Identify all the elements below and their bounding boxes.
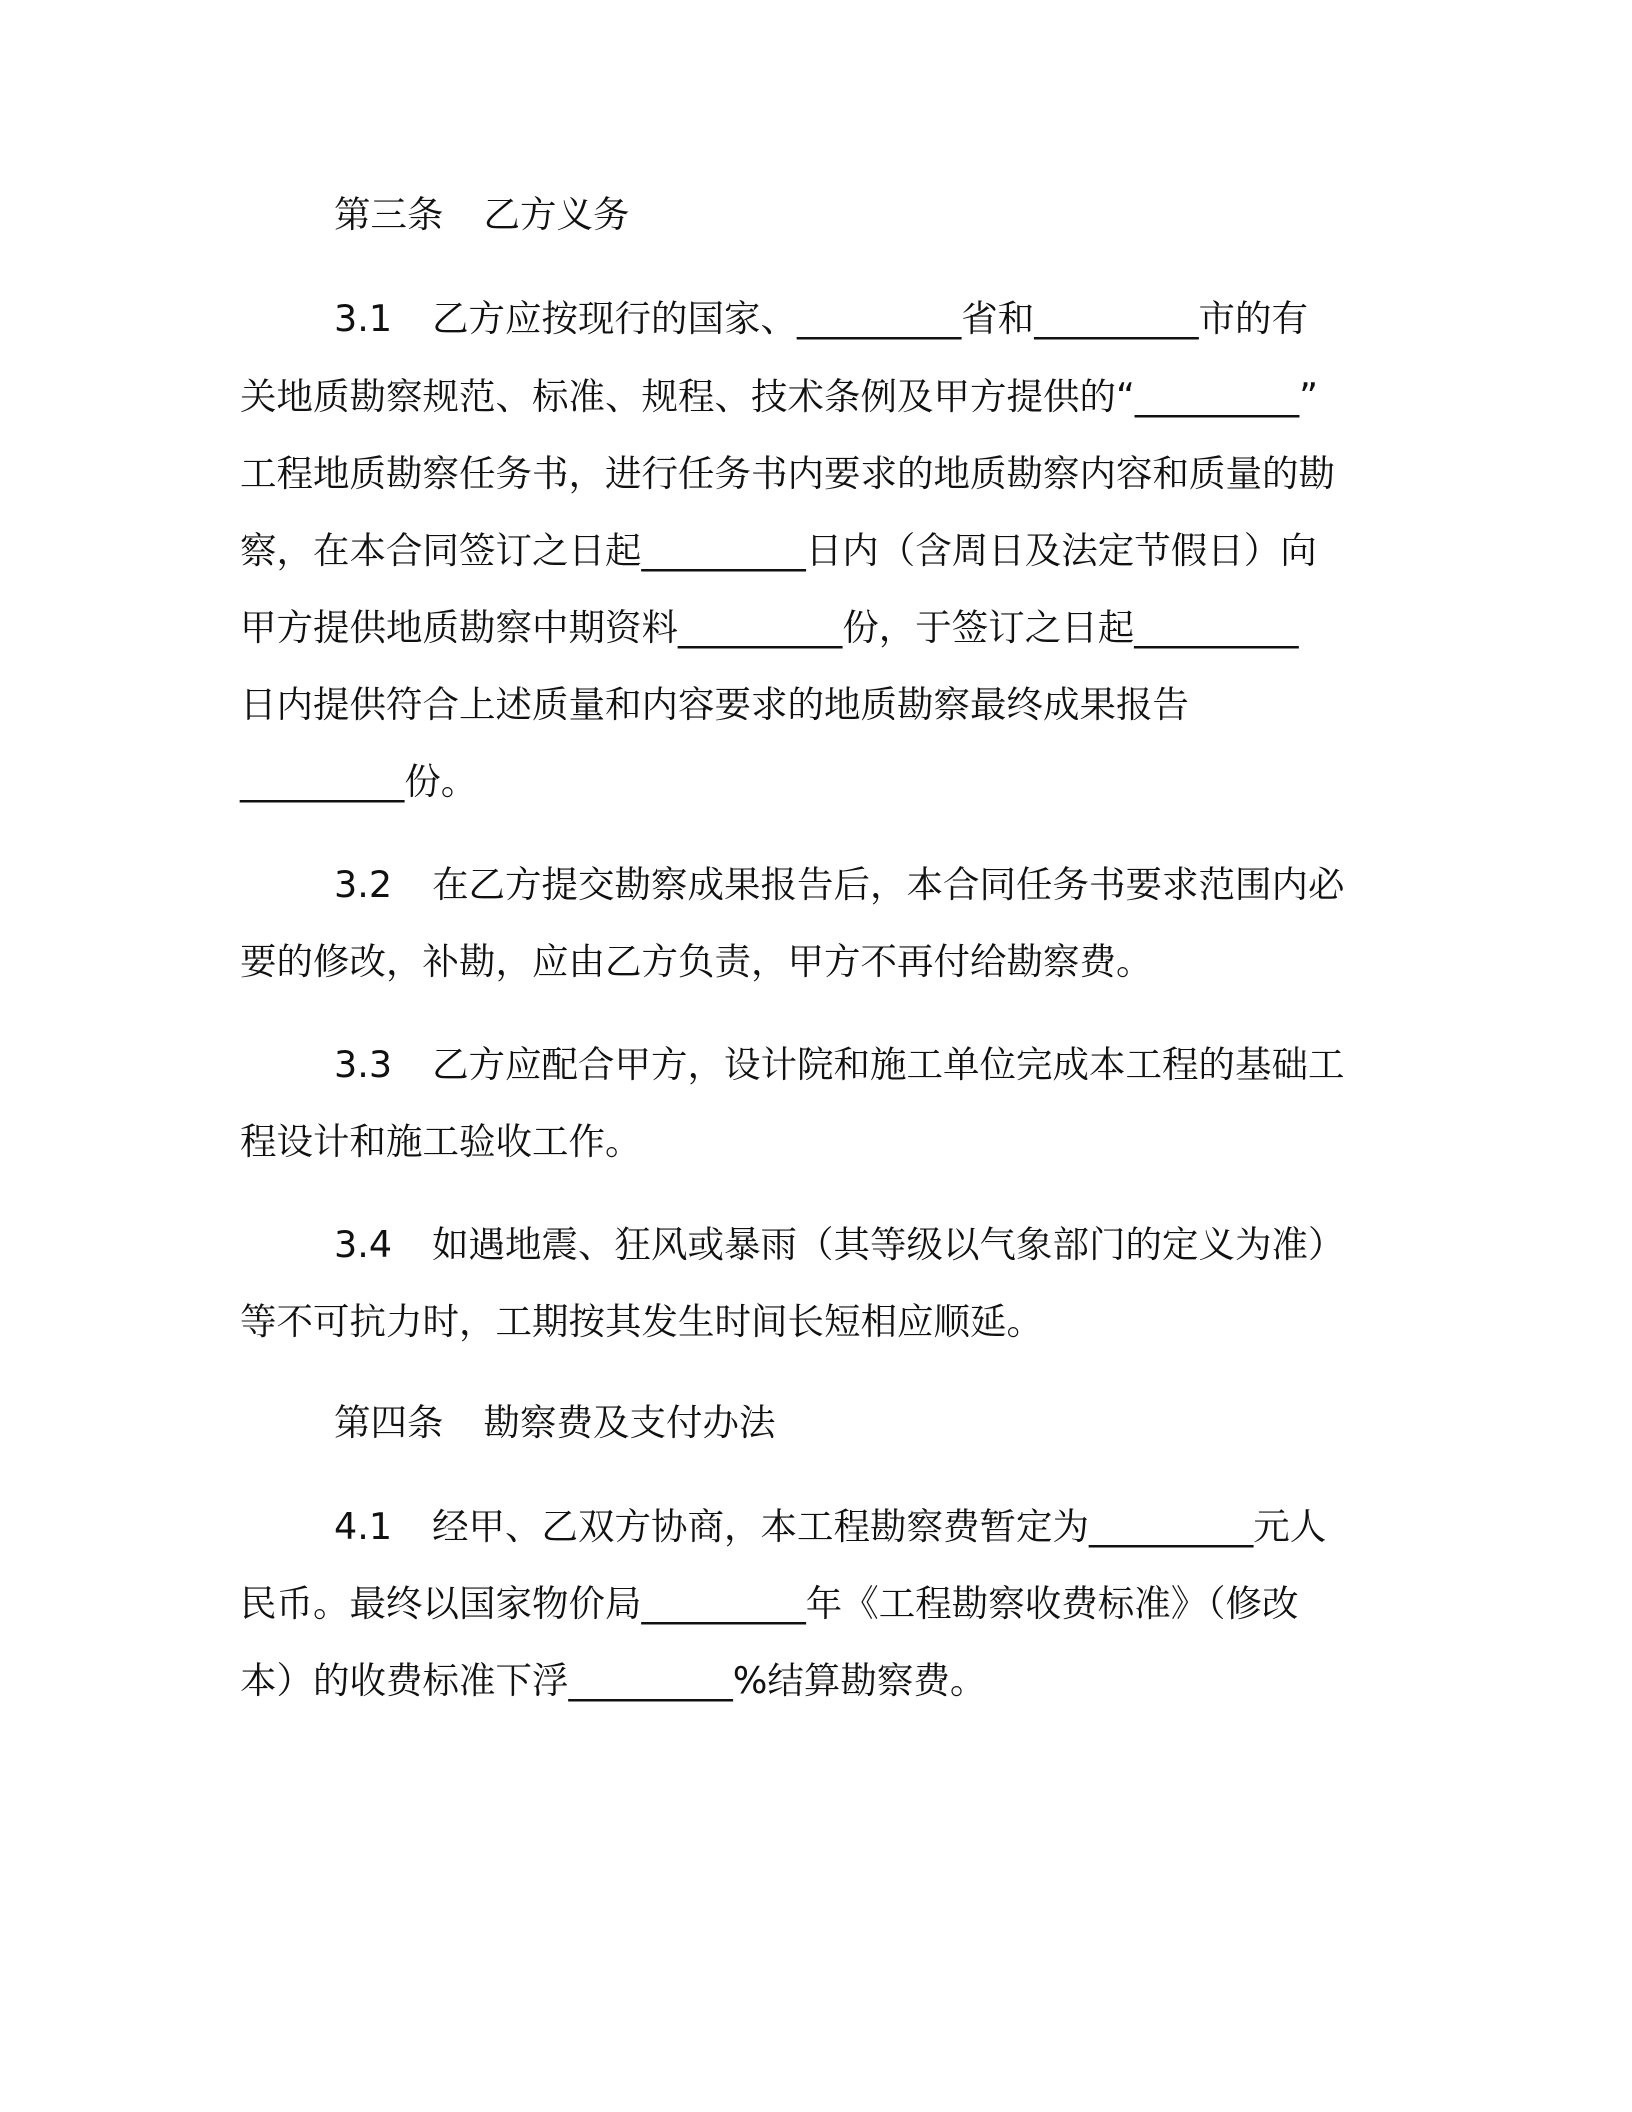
- clause-3-1-line-1: [334, 294, 1464, 344]
- clause-text: 乙方应按现行的国家、_________省和_________市的有: [432, 297, 1309, 340]
- clause-3-4-line-1: [334, 1220, 1464, 1270]
- article-title: 乙方义务: [483, 193, 630, 236]
- clause-4-1-line-3: 本）的收费标准下浮_________%结算勘察费。: [240, 1659, 987, 1702]
- article-number: 第四条: [334, 1401, 444, 1444]
- article-4-heading: [334, 1398, 1464, 1448]
- clause-number: 3.4: [334, 1223, 393, 1266]
- clause-3-1-line-4: 察，在本合同签订之日起_________日内（含周日及法定节假日）向: [240, 529, 1317, 572]
- clause-3-1-line-7: _________份。: [240, 760, 478, 803]
- clause-3-2-line-1: [334, 860, 1464, 910]
- clause-number: 3.1: [334, 297, 393, 340]
- clause-text: 经甲、乙双方协商，本工程勘察费暂定为_________元人: [432, 1505, 1327, 1548]
- article-number: 第三条: [334, 193, 444, 236]
- clause-text: 如遇地震、狂风或暴雨（其等级以气象部门的定义为准）: [432, 1223, 1345, 1266]
- clause-number: 3.2: [334, 863, 393, 906]
- clause-3-1-line-6: 日内提供符合上述质量和内容要求的地质勘察最终成果报告: [240, 683, 1189, 726]
- clause-4-1-line-2: 民币。最终以国家物价局_________年《工程勘察收费标准》（修改: [240, 1582, 1299, 1625]
- article-title: 勘察费及支付办法: [483, 1401, 776, 1444]
- clause-3-3-line-2: 程设计和施工验收工作。: [240, 1120, 642, 1163]
- clause-3-1-line-5: 甲方提供地质勘察中期资料_________份，于签订之日起_________: [240, 606, 1299, 649]
- clause-number: 4.1: [334, 1505, 393, 1548]
- article-3-heading: [334, 190, 1464, 240]
- clause-3-1-line-3: 工程地质勘察任务书，进行任务书内要求的地质勘察内容和质量的勘: [240, 452, 1335, 495]
- clause-number: 3.3: [334, 1043, 393, 1086]
- clause-3-4-line-2: 等不可抗力时，工期按其发生时间长短相应顺延。: [240, 1300, 1043, 1343]
- clause-text: 乙方应配合甲方，设计院和施工单位完成本工程的基础工: [432, 1043, 1345, 1086]
- clause-4-1-line-1: [334, 1502, 1464, 1552]
- clause-3-1-line-2: 关地质勘察规范、标准、规程、技术条例及甲方提供的“_________”: [240, 375, 1319, 418]
- clause-text: 在乙方提交勘察成果报告后，本合同任务书要求范围内必: [432, 863, 1345, 906]
- clause-3-2-line-2: 要的修改，补勘，应由乙方负责，甲方不再付给勘察费。: [240, 940, 1153, 983]
- clause-3-3-line-1: [334, 1040, 1464, 1090]
